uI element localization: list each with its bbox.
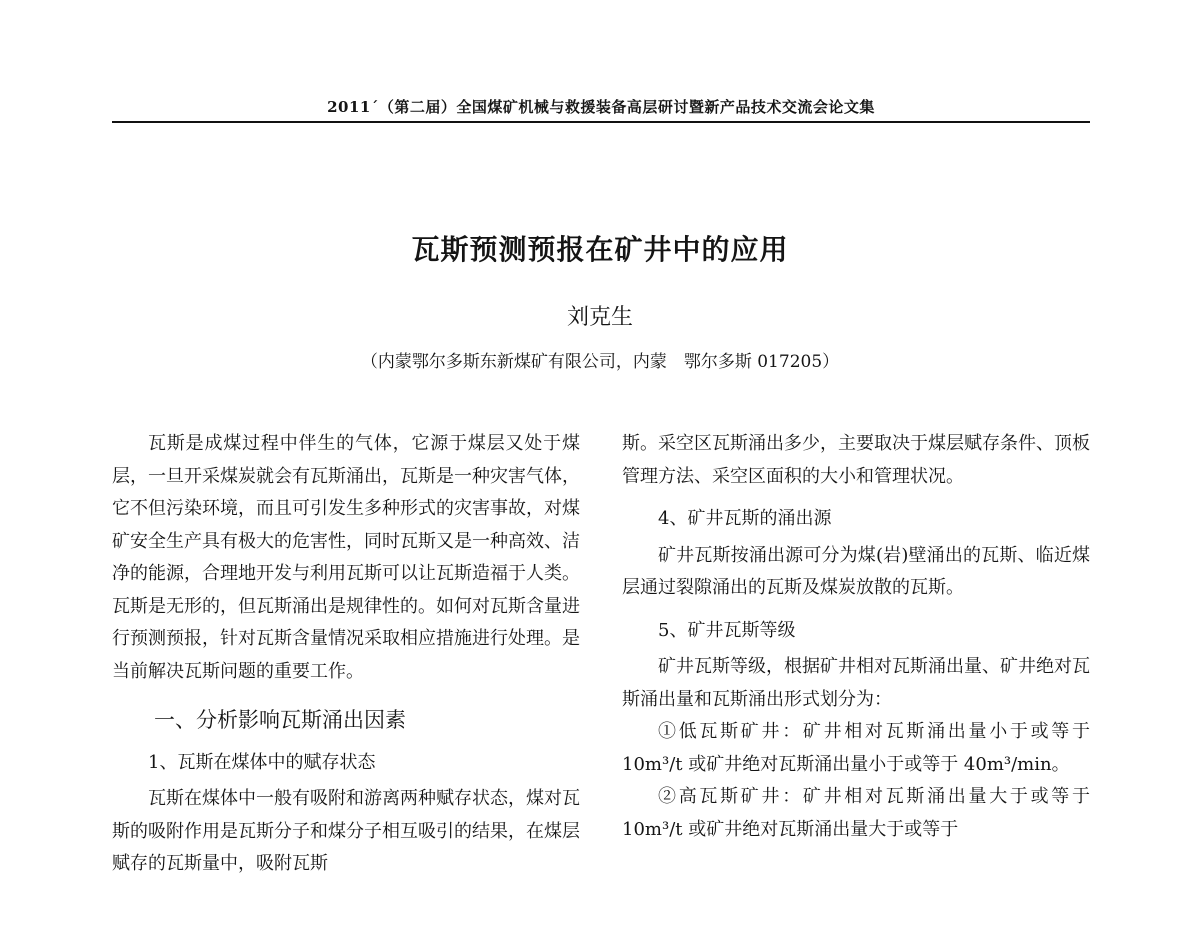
body-paragraph: 矿井瓦斯等级，根据矿井相对瓦斯涌出量、矿井绝对瓦斯涌出量和瓦斯涌出形式划分为： [622,656,1090,710]
body-paragraph: 矿井瓦斯按涌出源可分为煤(岩)壁涌出的瓦斯、临近煤层通过裂隙涌出的瓦斯及煤炭放散的瓦斯。 [622,544,1090,598]
left-column [112,428,580,881]
subsection-heading: 5、矿井瓦斯等级 [658,619,796,641]
subsection-heading: 4、矿井瓦斯的涌出源 [658,508,832,529]
article-title: 瓦斯预测预报在矿井中的应用 [411,233,789,266]
right-column [622,428,1090,846]
continued-paragraph: 斯。采空区瓦斯涌出多少，主要取决于煤层赋存条件、顶板管理方法、采空区面积的大小和管理状况。 [622,433,1090,487]
article-author: 刘克生 [566,305,633,330]
section-heading: 一、分析影响瓦斯涌出因素 [154,708,406,732]
intro-paragraph: 瓦斯是成煤过程中伴生的气体，它源于煤层又处于煤层，一旦开采煤炭就会有瓦斯涌出，瓦斯是一种灾害气体，它不但污染环境，而且可引发生多种形式的灾害事故，对煤矿安全生产具有极大的危害性，同时瓦斯又是一种高效、洁净的能源，合理地开发与利用瓦斯可以让瓦斯造福于人类。瓦斯是无形的，但瓦斯涌出是规律性的。如何对瓦斯含量进行预测预报，针对瓦斯含量情况采取相应措施进行处理。是当前解决瓦斯问题的重要工作。 [112,433,580,682]
author-affiliation: （内蒙鄂尔多斯东新煤矿有限公司，内蒙 鄂尔多斯 017205） [360,352,840,372]
subsection-heading: 1、瓦斯在煤体中的赋存状态 [148,751,376,773]
body-paragraph: 瓦斯在煤体中一般有吸附和游离两种赋存状态，煤对瓦斯的吸附作用是瓦斯分子和煤分子相互吸引的结果，在煤层赋存的瓦斯量中，吸附瓦斯 [112,788,580,874]
header-divider [112,121,1090,123]
running-header: 2011´（第二届）全国煤矿机械与救援装备高层研讨暨新产品技术交流会论文集 [327,98,875,116]
grade-item-low: ①低瓦斯矿井：矿井相对瓦斯涌出量小于或等于 10m³/t 或矿井绝对瓦斯涌出量小于或等于 40m³/min。 [622,721,1090,775]
grade-item-high: ②高瓦斯矿井：矿井相对瓦斯涌出量大于或等于 10m³/t 或矿井绝对瓦斯涌出量大于或等于 [622,786,1090,840]
